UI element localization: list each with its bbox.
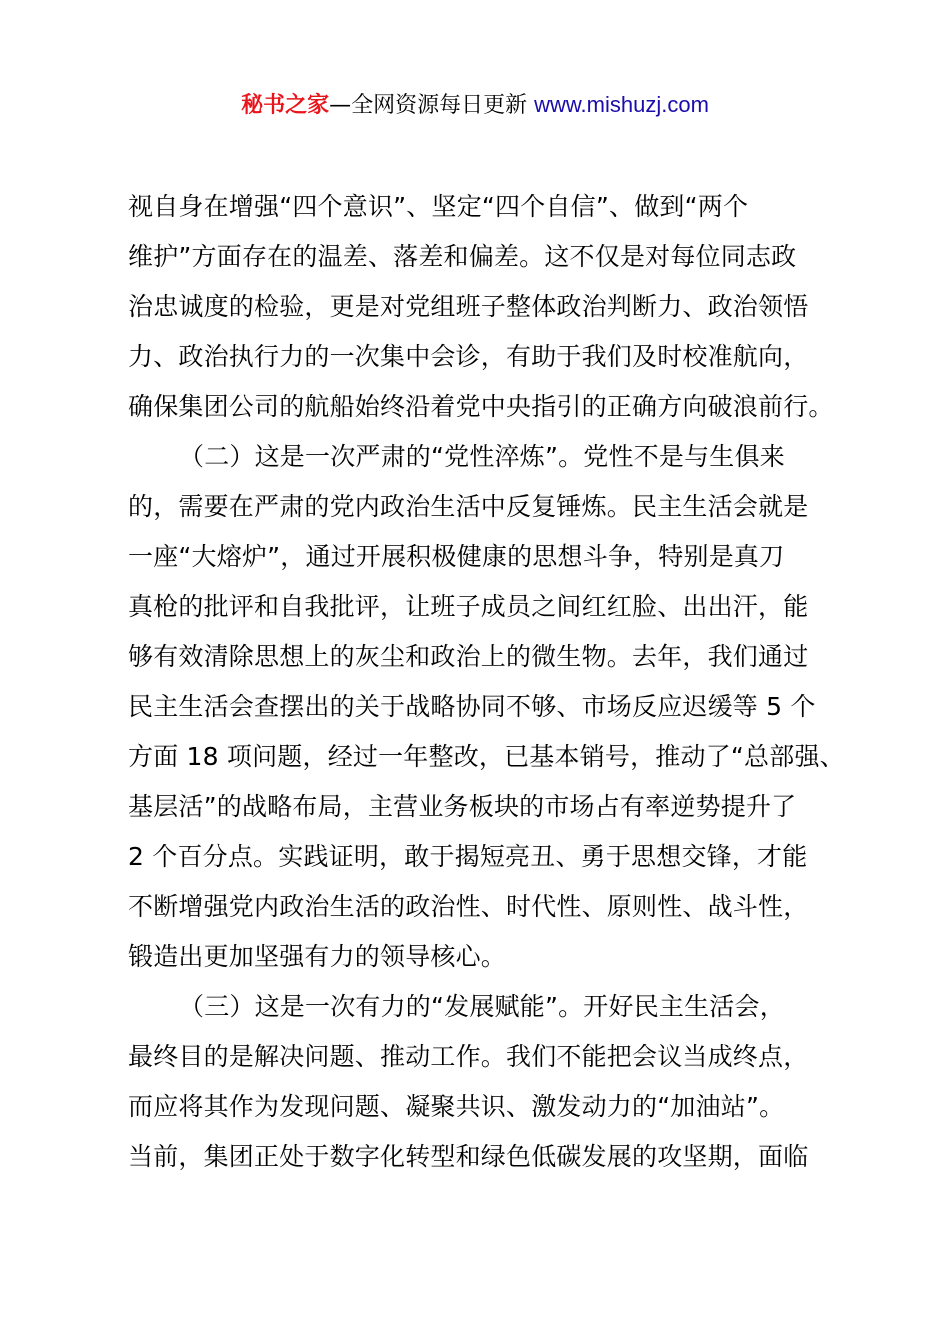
body-line: 2 个百分点。实践证明，敢于揭短亮丑、勇于思想交锋，才能 [128,842,808,871]
body-line: 锻造出更加坚强有力的领导核心。 [128,942,507,971]
body-line: 最终目的是解决问题、推动工作。我们不能把会议当成终点， [128,1042,809,1071]
body-line: 当前，集团正处于数字化转型和绿色低碳发展的攻坚期，面临 [128,1142,809,1171]
page-header [0,88,950,123]
body-line: 民主生活会查摆出的关于战略协同不够、市场反应迟缓等 5 个 [128,692,816,721]
body-line: 视自身在增强“四个意识”、坚定“四个自信”、做到“两个 [128,192,749,221]
body-line: 一座“大熔炉”，通过开展积极健康的思想斗争，特别是真刀 [128,542,785,571]
header-tagline: —全网资源每日更新 [329,93,535,118]
brand-name: 秘书之家 [241,93,330,118]
body-line: 治忠诚度的检验，更是对党组班子整体政治判断力、政治领悟 [128,292,809,321]
document-body [128,182,845,1182]
section-heading-3: （三）这是一次有力的“发展赋能”。开好民主生活会， [179,992,785,1021]
site-url-link[interactable]: www.mishuzj.com [534,92,709,117]
body-line: 基层活”的战略布局，主营业务板块的市场占有率逆势提升了 [128,792,797,821]
section-heading-2: （二）这是一次严肃的“党性淬炼”。党性不是与生俱来 [179,442,785,471]
body-line: 不断增强党内政治生活的政治性、时代性、原则性、战斗性， [128,892,809,921]
body-line: 维护”方面存在的温差、落差和偏差。这不仅是对每位同志政 [128,242,797,271]
body-line: 方面 18 项问题，经过一年整改，已基本销号，推动了“总部强、 [128,742,845,771]
body-line: 而应将其作为发现问题、凝聚共识、激发动力的“加油站”。 [128,1092,785,1121]
body-line: 真枪的批评和自我批评，让班子成员之间红红脸、出出汗，能 [128,592,809,621]
body-line: 的，需要在严肃的党内政治生活中反复锤炼。民主生活会就是 [128,492,809,521]
body-line: 够有效清除思想上的灰尘和政治上的微生物。去年，我们通过 [128,642,809,671]
body-line: 确保集团公司的航船始终沿着党中央指引的正确方向破浪前行。 [128,392,834,421]
body-line: 力、政治执行力的一次集中会诊，有助于我们及时校准航向， [128,342,809,371]
